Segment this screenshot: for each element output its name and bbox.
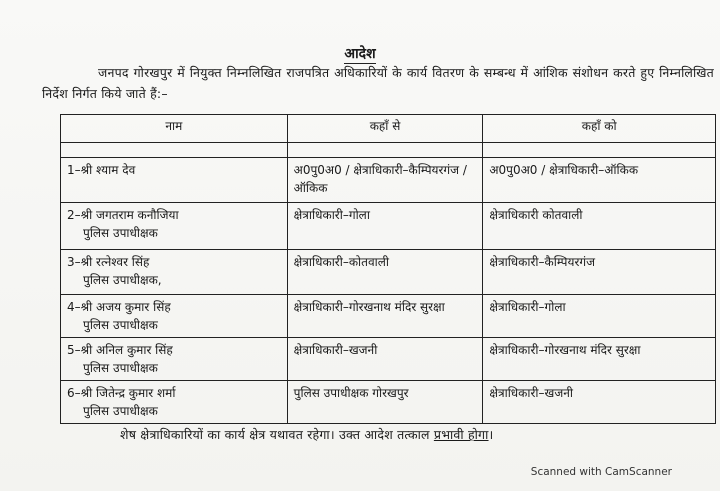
order-intro-paragraph: जनपद गोरखपुर में नियुक्त निम्नलिखित राजपत्रित अधिकारियों के कार्य वितरण के सम्बन्ध में आंशिक संशोधन करते हुए निम्नलिखित निर्देश निर्गत किये जाते हैं:– (42, 65, 714, 101)
footer-end: । (488, 427, 494, 442)
officer-rank: पुलिस उपाधीक्षक (83, 361, 158, 375)
spacer-cell (287, 143, 483, 158)
table-header-row (61, 115, 716, 143)
officer-rank: पुलिस उपाधीक्षक (83, 404, 158, 418)
table-row (61, 203, 716, 250)
from-cell: क्षेत्राधिकारी–गोला (287, 203, 483, 250)
name-cell (61, 250, 288, 295)
to-cell: क्षेत्राधिकारी–खजनी (483, 381, 716, 424)
to-cell: क्षेत्राधिकारी–गोला (483, 295, 716, 338)
officer-rank: पुलिस उपाधीक्षक, (83, 273, 162, 287)
to-cell: क्षेत्राधिकारी कोतवाली (483, 203, 716, 250)
table-row (61, 381, 716, 424)
table-spacer-row (61, 143, 716, 158)
order-heading-text: आदेश (344, 46, 376, 62)
header-to: कहाँ को (483, 115, 716, 143)
officer-name: 4–श्री अजय कुमार सिंह (67, 300, 171, 314)
order-heading (0, 44, 720, 63)
footer-text: शेष क्षेत्राधिकारियों का कार्य क्षेत्र यथावत रहेगा। उक्त आदेश तत्काल (120, 427, 430, 442)
from-cell: क्षेत्राधिकारी–कोतवाली (287, 250, 483, 295)
footer-emphasis: प्रभावी होगा (433, 427, 489, 442)
from-cell: क्षेत्राधिकारी–गोरखनाथ मंदिर सुरक्षा (287, 295, 483, 338)
officer-name: 5–श्री अनिल कुमार सिंह (67, 343, 173, 357)
officer-rank: पुलिस उपाधीक्षक (83, 226, 158, 240)
order-footer-line (120, 426, 493, 443)
name-cell (61, 203, 288, 250)
spacer-cell (61, 143, 288, 158)
name-cell (61, 295, 288, 338)
name-cell (61, 381, 288, 424)
officer-name: 3–श्री रत्नेश्वर सिंह (67, 255, 150, 269)
from-cell: अ0पु0अ0 / क्षेत्राधिकारी–कैम्पियरगंज / ऑकिक (287, 158, 483, 203)
header-from: कहाँ से (287, 115, 483, 143)
table-row (61, 158, 716, 203)
name-cell (61, 338, 288, 381)
officer-name: 1–श्री श्याम देव (67, 163, 136, 177)
table-row (61, 250, 716, 295)
officer-name: 6–श्री जितेन्द्र कुमार शर्मा (67, 386, 176, 400)
spacer-cell (483, 143, 716, 158)
transfer-table (60, 114, 716, 424)
table-row (61, 295, 716, 338)
from-cell: क्षेत्राधिकारी–खजनी (287, 338, 483, 381)
to-cell: क्षेत्राधिकारी–कैम्पियरगंज (483, 250, 716, 295)
from-cell: पुलिस उपाधीक्षक गोरखपुर (287, 381, 483, 424)
header-name: नाम (61, 115, 288, 143)
officer-name: 2–श्री जगतराम कनौजिया (67, 208, 179, 222)
table-row (61, 338, 716, 381)
to-cell: अ0पु0अ0 / क्षेत्राधिकारी–ऑकिक (483, 158, 716, 203)
scanner-watermark: Scanned with CamScanner (530, 466, 672, 478)
officer-rank: पुलिस उपाधीक्षक (83, 318, 158, 332)
to-cell: क्षेत्राधिकारी–गोरखनाथ मंदिर सुरक्षा (483, 338, 716, 381)
name-cell (61, 158, 288, 203)
